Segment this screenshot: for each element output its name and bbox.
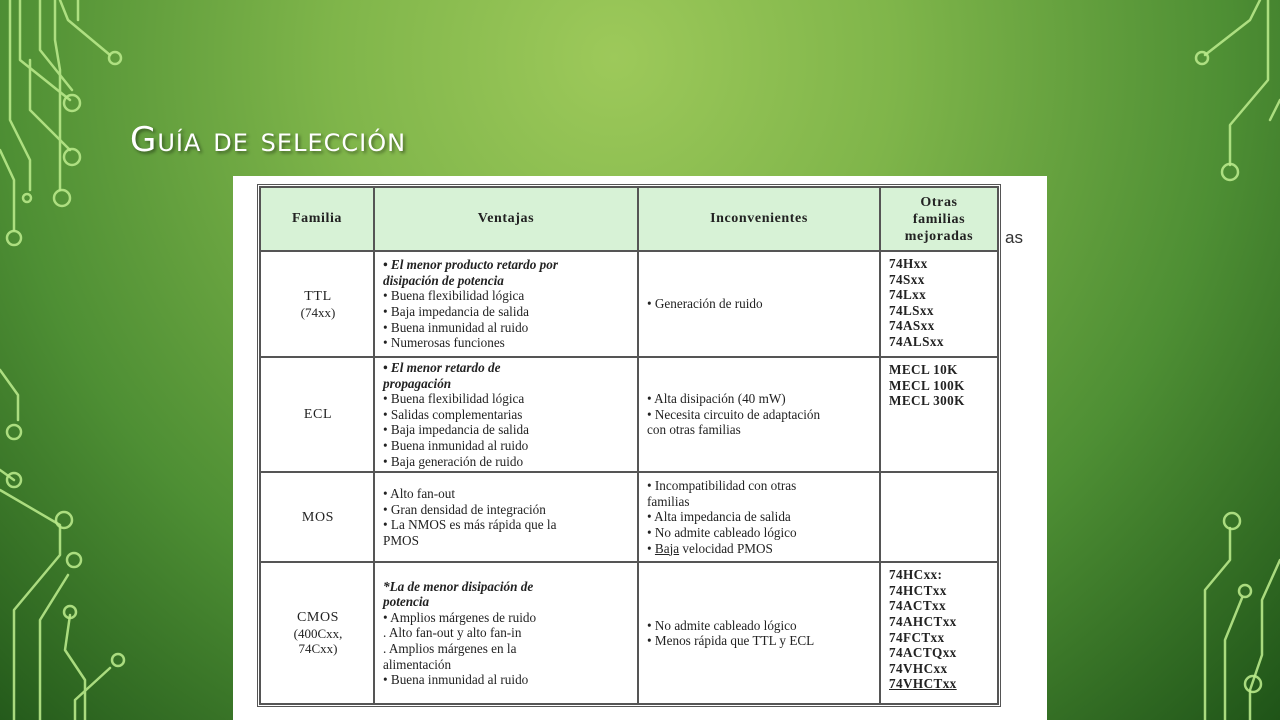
familia-cell (260, 562, 374, 704)
list-item: • Buena inmunidad al ruido (383, 672, 529, 688)
inconvenientes-cell-list (647, 391, 873, 438)
familia-cell (260, 251, 374, 357)
list-item: con otras familias (647, 422, 741, 438)
list-item: • Buena inmunidad al ruido (383, 437, 529, 453)
ventajas-cell-list (383, 486, 631, 548)
list-item: • Alta disipación (40 mW) (647, 391, 786, 407)
underlined-word: Baja (654, 540, 680, 556)
ventajas-cell (374, 357, 638, 472)
list-item: 74HCTxx (889, 582, 947, 598)
list-item: • Numerosas funciones (383, 335, 505, 351)
list-item: 74ACTQxx (889, 645, 957, 661)
selection-guide-table (257, 184, 1001, 707)
table-header-row (260, 187, 998, 251)
list-item: • Gran densidad de integración (383, 501, 546, 517)
familia-cell (260, 472, 374, 562)
ventajas-cell-list (383, 257, 631, 351)
list-item: 74VHCxx (889, 660, 948, 676)
list-item: • El menor retardo de (383, 360, 501, 375)
list-item: 74LSxx (889, 302, 934, 318)
header-inconvenientes: Inconvenientes (638, 187, 880, 251)
list-item: 74ASxx (889, 318, 935, 334)
list-item: 74ALSxx (889, 333, 944, 349)
table-image (233, 176, 1047, 720)
table-row (260, 472, 998, 562)
list-item: • Buena flexibilidad lógica (383, 391, 525, 407)
otras-familias-cell (880, 472, 998, 562)
list-item: • Alta impedancia de salida (647, 509, 791, 525)
list-item: • Baja impedancia de salida (383, 422, 529, 438)
list-item: disipación de potencia (383, 272, 504, 288)
list-item: . Alto fan-out y alto fan-in (383, 625, 522, 641)
familia-name: TTL (304, 288, 332, 304)
ventajas-cell (374, 472, 638, 562)
familia-subtitle: (74xx) (300, 304, 336, 320)
familia-name: CMOS (296, 610, 340, 626)
list-item: 74HCxx: (889, 567, 943, 583)
ventajas-cell-list (383, 360, 631, 469)
list-item: • Alto fan-out (383, 485, 456, 501)
list-item: 74FCTxx (889, 629, 945, 645)
list-item: • Baja velocidad PMOS (647, 540, 773, 556)
list-item: • No admite cableado lógico (647, 524, 797, 540)
list-item: • Buena flexibilidad lógica (383, 288, 525, 304)
list-item: • El menor producto retardo por (383, 257, 558, 273)
otras-familias-list (889, 362, 991, 409)
header-familia: Familia (260, 187, 374, 251)
inconvenientes-cell (638, 357, 880, 472)
list-item: MECL 300K (889, 393, 965, 409)
list-item: • No admite cableado lógico (647, 617, 797, 633)
table-row (260, 251, 998, 357)
list-item: • Incompatibilidad con otras (647, 478, 797, 494)
otras-familias-list (889, 256, 991, 350)
header-ventajas: Ventajas (374, 187, 638, 251)
inconvenientes-cell-list (647, 296, 873, 312)
list-item: . Amplios márgenes en la (383, 640, 517, 656)
list-item: alimentación (383, 656, 452, 672)
list-item: propagación (383, 375, 452, 391)
table-row (260, 562, 998, 704)
list-item: 74Hxx (889, 256, 928, 271)
list-item: • La NMOS es más rápida que la (383, 517, 557, 533)
inconvenientes-cell (638, 562, 880, 704)
ventajas-cell (374, 562, 638, 704)
list-item: • Necesita circuito de adaptación (647, 406, 821, 422)
list-item: MECL 100K (889, 377, 965, 393)
table-row (260, 357, 998, 472)
list-item: PMOS (383, 532, 419, 548)
list-item: MECL 10K (889, 362, 958, 377)
list-item: • Amplios márgenes de ruido (383, 609, 537, 625)
inconvenientes-cell (638, 251, 880, 357)
otras-familias-cell (880, 251, 998, 357)
familia-name: MOS (301, 509, 335, 525)
inconvenientes-cell-list (647, 618, 873, 649)
list-item: 74Lxx (889, 287, 927, 303)
inconvenientes-cell (638, 472, 880, 562)
otras-familias-cell (880, 562, 998, 704)
list-item: 74AHCTxx (889, 613, 957, 629)
list-item: • Salidas complementarias (383, 406, 523, 422)
list-item: • Baja impedancia de salida (383, 304, 529, 319)
familia-name: ECL (303, 407, 333, 423)
list-item: • Buena inmunidad al ruido (383, 319, 529, 335)
otras-familias-cell (880, 357, 998, 472)
list-item: 74ACTxx (889, 598, 947, 614)
list-item: 74Sxx (889, 271, 925, 287)
list-item: • Menos rápida que TTL y ECL (647, 633, 815, 649)
otras-familias-list (889, 567, 991, 692)
list-item: • Baja generación de ruido (383, 453, 524, 469)
list-item: *La de menor disipación de (383, 578, 534, 594)
inconvenientes-cell-list (647, 478, 873, 556)
header-otras-familias: Otras familias mejoradas (880, 187, 998, 251)
familia-subtitle: (400Cxx, 74Cxx) (293, 625, 343, 657)
slide-title: Guía de selección (130, 120, 407, 160)
list-item: familias (647, 493, 690, 509)
list-item: potencia (383, 594, 430, 610)
ventajas-cell-list (383, 579, 631, 688)
list-item: • Generación de ruido (647, 296, 763, 312)
clipped-text-fragment: as (1005, 228, 1023, 247)
ventajas-cell (374, 251, 638, 357)
familia-cell (260, 357, 374, 472)
list-item: 74VHCTxx (889, 676, 957, 692)
